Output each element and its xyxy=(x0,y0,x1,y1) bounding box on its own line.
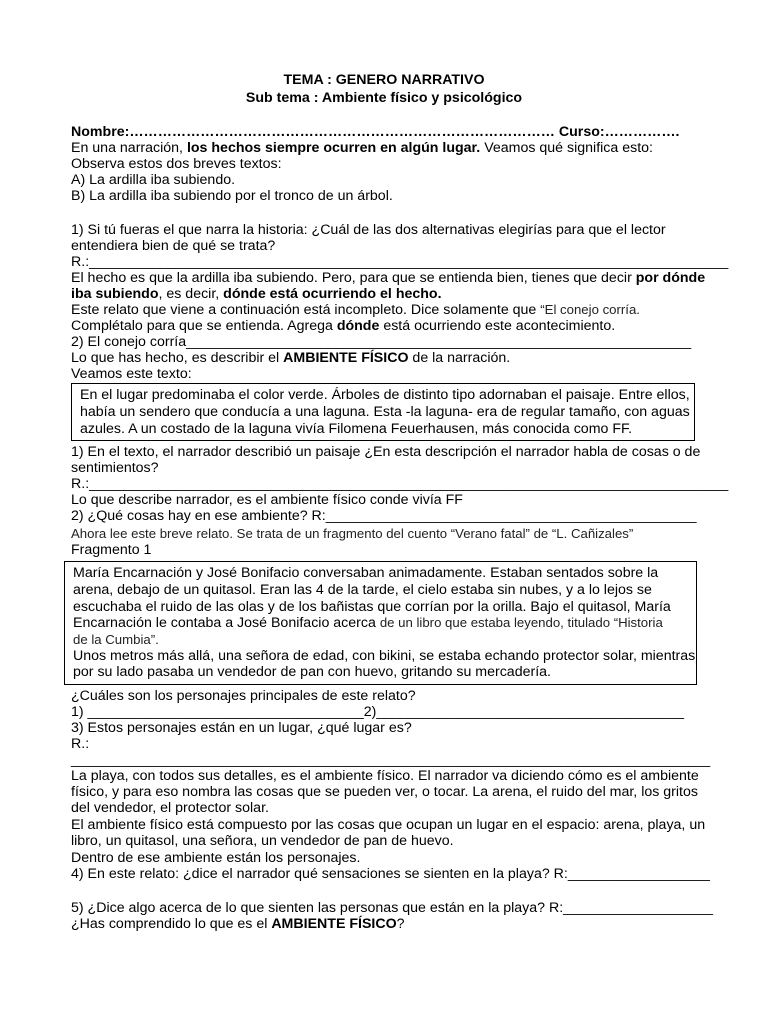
text-box-landscape xyxy=(71,383,695,441)
explanation-line-3: Este relato que viene a continuación está incompleto. Dice solamente que “El conejo corría. xyxy=(71,302,640,318)
question-4-line: 2) ¿Qué cosas hay en ese ambiente? R:_______________________________________________ xyxy=(71,508,697,524)
paragraph-line-3: del vendedor, el protector solar. xyxy=(71,800,269,816)
box1-line-1: En el lugar predominaba el color verde. Árboles de distinto tipo adornaban el paisaje. Entre ellos, xyxy=(80,387,690,403)
box1-line-3: azules. A un costado de la laguna vivía Filomena Feuerhausen, más conocida como FF. xyxy=(80,421,633,437)
intro-line: En una narración, los hechos siempre ocurren en algún lugar. Veamos qué significa esto: xyxy=(71,140,653,156)
answer-line-6: _________________________________________________________________________________ xyxy=(71,752,711,768)
box2-line-2: arena, debajo de un quitasol. Eran las 4 de la tarde, el cielo estaba sin nubes, y a lo lejos se xyxy=(73,582,652,598)
paragraph-line-4: El ambiente físico está compuesto por las cosas que ocupan un lugar en el espacio: arena, playa, un xyxy=(71,817,706,833)
name-course-line: Nombre:……………………………………………………………………………… Curso:……………. xyxy=(71,124,680,140)
explanation-line-1: El hecho es que la ardilla iba subiendo. Pero, para que se entienda bien, tienes que decir por dónde xyxy=(71,270,706,286)
question-6-line: 3) Estos personajes están en un lugar, ¿qué lugar es? xyxy=(71,720,412,736)
question-1-line-1: 1) Si tú fueras el que narra la historia: ¿Cuál de las dos alternativas elegirías para que el lector xyxy=(71,222,666,238)
box1-line-2: había un sendero que conducía a una laguna. Esta -la laguna- era de regular tamaño, con aguas xyxy=(80,404,690,420)
fragment-label: Fragmento 1 xyxy=(71,542,152,558)
question-3-line-2: sentimientos? xyxy=(71,460,159,476)
question-1-line-2: entendiera bien de qué se trata? xyxy=(71,238,276,254)
question-7-line: 4) En este relato: ¿dice el narrador qué sensaciones se sienten en la playa? R:__________________ xyxy=(71,866,710,882)
option-b: B) La ardilla iba subiendo por el tronco de un árbol. xyxy=(71,188,393,204)
paragraph-line-6: Dentro de ese ambiente están los personajes. xyxy=(71,850,361,866)
observe-line: Observa estos dos breves textos: xyxy=(71,156,282,172)
box2-line-3: escuchaba el ruido de las olas y de los bañistas que corrían por la orilla. Bajo el quitasol, María xyxy=(73,599,671,615)
answer-line-5: 1) ___________________________________2)_______________________________________ xyxy=(71,704,685,720)
page-subtitle: Sub tema : Ambiente físico y psicológico xyxy=(245,90,523,106)
final-question-line: ¿Has comprendido lo que es el AMBIENTE FÍSICO? xyxy=(71,916,405,932)
page-title: TEMA : GENERO NARRATIVO xyxy=(283,72,485,88)
text-box-fragment xyxy=(64,561,697,685)
ambiente-line: Lo que has hecho, es describir el AMBIENTE FÍSICO de la narración. xyxy=(71,350,511,366)
answer-line-1: R.:_________________________________________________________________________________ xyxy=(71,254,729,270)
question-3-line-1: 1) En el texto, el narrador describió un paisaje ¿En esta descripción el narrador habla de cosas o de xyxy=(71,444,701,460)
explanation-line-2: iba subiendo, es decir, dónde está ocurriendo el hecho. xyxy=(71,286,442,302)
question-5-line: ¿Cuáles son los personajes principales de este relato? xyxy=(71,688,416,704)
veamos-line: Veamos este texto: xyxy=(71,366,192,382)
box2-line-5: de la Cumbia”. xyxy=(73,632,159,647)
answer-line-3: R.:_________________________________________________________________________________ xyxy=(71,476,729,492)
box2-line-7: por su lado pasaba un vendedor de pan con huevo, gritando su mercadería. xyxy=(73,664,551,680)
paragraph-line-2: físico, y para eso nombra las cosas que se pueden ver, o tocar. La arena, el ruido del mar, los gritos xyxy=(71,784,698,800)
paragraph-line-1: La playa, con todos sus detalles, es el ambiente físico. El narrador va diciendo cómo es el ambiente xyxy=(71,768,699,784)
explanation-line-4: Complétalo para que se entienda. Agrega dónde está ocurriendo este acontecimiento. xyxy=(71,318,616,334)
box2-line-6: Unos metros más allá, una señora de edad, con bikini, se estaba echando protector solar, mientras xyxy=(73,648,696,664)
box2-line-4: Encarnación le contaba a José Bonifacio acerca de un libro que estaba leyendo, titulado “Historia xyxy=(73,615,663,631)
answer-label-6: R.: xyxy=(71,736,90,752)
option-a: A) La ardilla iba subiendo. xyxy=(71,172,236,188)
question-2-line: 2) El conejo corría________________________________________________________________ xyxy=(71,334,692,350)
relato-intro-line: Ahora lee este breve relato. Se trata de un fragmento del cuento “Verano fatal” de “L. Cañizales” xyxy=(71,526,634,541)
box2-line-1: María Encarnación y José Bonifacio conversaban animadamente. Estaban sentados sobre la xyxy=(73,565,659,581)
question-8-line: 5) ¿Dice algo acerca de lo que sienten las personas que están en la playa? R:___________________ xyxy=(71,900,714,916)
summary-line-1: Lo que describe narrador, es el ambiente físico conde vivía FF xyxy=(71,492,463,508)
paragraph-line-5: libro, un quitasol, una señora, un vendedor de pan de huevo. xyxy=(71,833,454,849)
